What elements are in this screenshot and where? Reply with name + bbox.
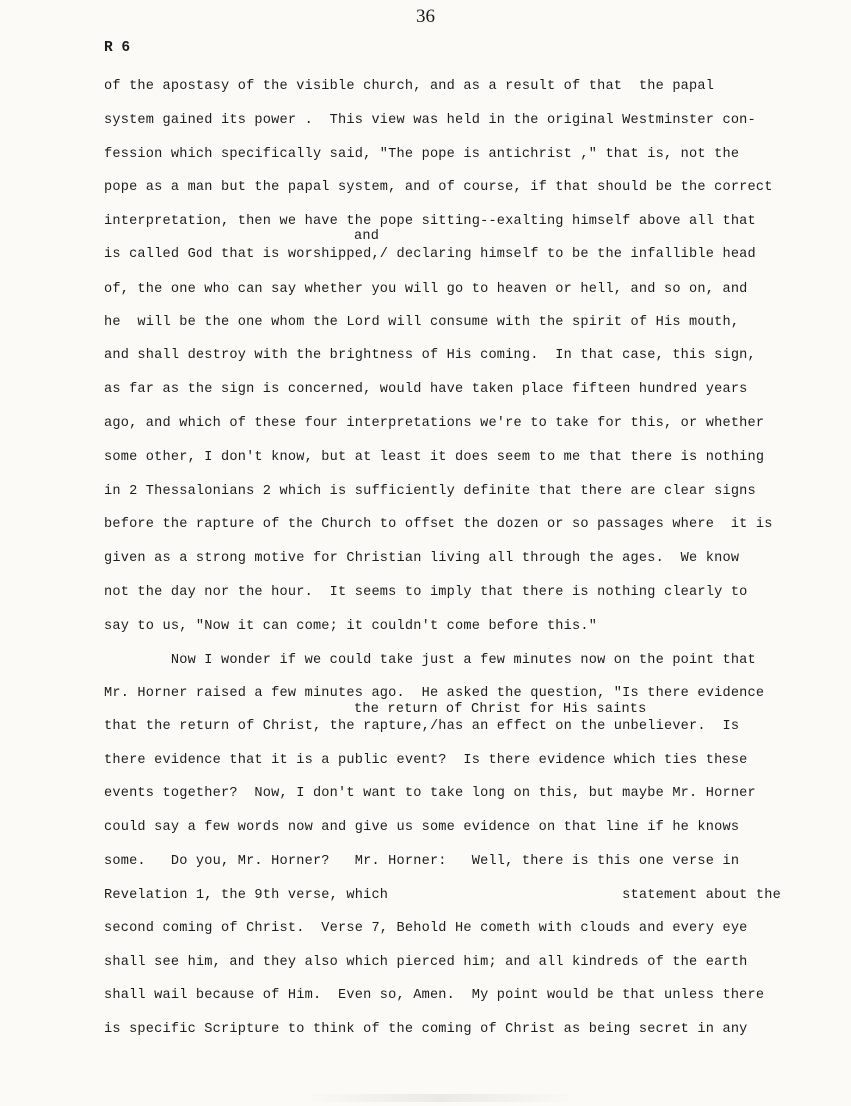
- text-line: some other, I don't know, but at least it does seem to me that there is nothing: [104, 450, 765, 465]
- text-line: there evidence that it is a public event? Is there evidence which ties these: [104, 753, 748, 768]
- text-line: Mr. Horner raised a few minutes ago. He asked the question, "Is there evidence: [104, 686, 765, 701]
- text-line: of, the one who can say whether you will go to heaven or hell, and so on, and: [104, 282, 748, 297]
- text-line: some. Do you, Mr. Horner? Mr. Horner: Well, there is this one verse in: [104, 854, 740, 869]
- text-line: Revelation 1, the 9th verse, which statement about the: [104, 888, 781, 903]
- text-line: as far as the sign is concerned, would have taken place fifteen hundred years: [104, 382, 748, 397]
- text-line: say to us, "Now it can come; it couldn't come before this.": [104, 619, 598, 634]
- text-line: that the return of Christ, the rapture,/has an effect on the unbeliever. Is: [104, 719, 740, 734]
- text-line: shall see him, and they also which pierced him; and all kindreds of the earth: [104, 955, 748, 970]
- text-line: Now I wonder if we could take just a few minutes now on the point that: [104, 653, 756, 668]
- text-line: could say a few words now and give us some evidence on that line if he knows: [104, 820, 740, 835]
- text-line: not the day nor the hour. It seems to imply that there is nothing clearly to: [104, 585, 748, 600]
- interlinear-insertion-and: and: [354, 229, 380, 244]
- text-line: ago, and which of these four interpretations we're to take for this, or whether: [104, 416, 765, 431]
- text-line: and shall destroy with the brightness of His coming. In that case, this sign,: [104, 348, 756, 363]
- text-line: is called God that is worshipped,/ declaring himself to be the infallible head: [104, 247, 756, 262]
- text-line: events together? Now, I don't want to take long on this, but maybe Mr. Horner: [104, 786, 756, 801]
- text-line: he will be the one whom the Lord will consume with the spirit of His mouth,: [104, 315, 740, 330]
- text-line: second coming of Christ. Verse 7, Behold He cometh with clouds and every eye: [104, 921, 748, 936]
- text-line: before the rapture of the Church to offset the dozen or so passages where it is: [104, 517, 773, 532]
- page-number: 36: [416, 6, 435, 27]
- interlinear-insertion-saints: the return of Christ for His saints: [354, 702, 647, 717]
- text-line: fession which specifically said, "The pope is antichrist ," that is, not the: [104, 147, 740, 162]
- text-line: interpretation, then we have the pope sitting--exalting himself above all that: [104, 214, 756, 229]
- text-line: pope as a man but the papal system, and of course, if that should be the correct: [104, 180, 773, 195]
- text-line: given as a strong motive for Christian living all through the ages. We know: [104, 551, 740, 566]
- text-line: in 2 Thessalonians 2 which is sufficiently definite that there are clear signs: [104, 484, 756, 499]
- text-line: of the apostasy of the visible church, and as a result of that the papal: [104, 79, 715, 94]
- reference-code: R 6: [104, 40, 131, 56]
- text-line: shall wail because of Him. Even so, Amen. My point would be that unless there: [104, 988, 765, 1003]
- text-line: is specific Scripture to think of the coming of Christ as being secret in any: [104, 1022, 748, 1037]
- page-smudge: [300, 1094, 580, 1102]
- text-line: system gained its power . This view was held in the original Westminster con-: [104, 113, 756, 128]
